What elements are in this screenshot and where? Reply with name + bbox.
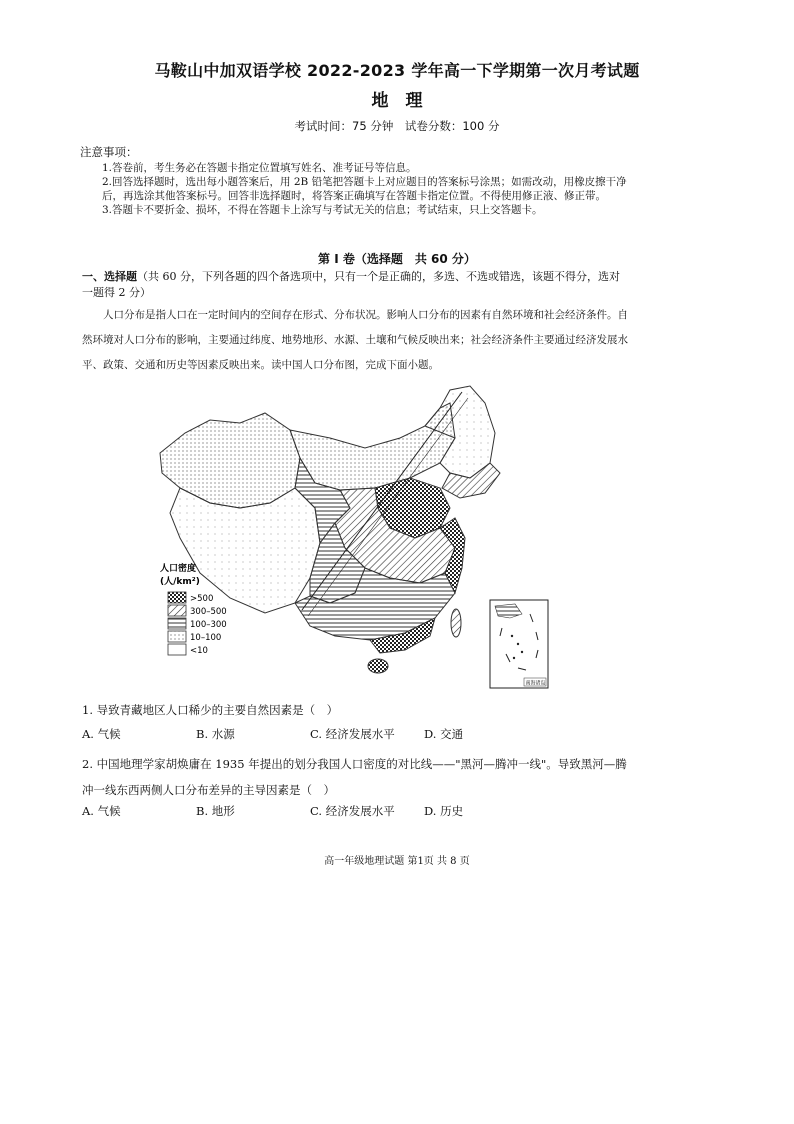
reading-passage: 人口分布是指人口在一定时间内的空间存在形式、分布状况。影响人口分布的因素有自然环境和社会经济条件。自然环境对人口分布的影响，主要通过纬度、地势地形、水源、土壤和气候反映出来；社会经济条件主要通过经济发展水平、政策、交通和历史等因素反映出来。读中国人口分布图，完成下面小题。 xyxy=(82,309,628,371)
question-2-options xyxy=(82,803,582,819)
notes-item: 2.回答选择题时，选出每小题答案后，用 2B 铅笔把答题卡上对应题目的答案标号涂黑；如需改动，用橡皮擦干净后，再选涂其他答案标号。回答非选择题时，将答案正确填写在答题卡指定位置。不得使用修正液、修正带。 xyxy=(102,176,627,202)
notes-item: 1.答卷前，考生务必在答题卡指定位置填写姓名、准考证号等信息。 xyxy=(102,162,417,174)
exam-title: 马鞍山中加双语学校 2022-2023 学年高一下学期第一次月考试题 xyxy=(154,61,640,80)
option-d: D. 交通 xyxy=(424,727,464,741)
legend-unit: (人/km²) xyxy=(160,577,200,587)
exam-info: 考试时间：75 分钟 试卷分数：100 分 xyxy=(294,119,500,133)
notes-title: 注意事项： xyxy=(80,145,138,159)
part-instructions: （共 60 分，下列各题的四个备选项中，只有一个是正确的，多选、不选或错选，该题不得分，选对一题得 2 分） xyxy=(82,270,620,299)
legend-label: >500 xyxy=(190,594,214,604)
legend-label: 100–300 xyxy=(190,620,227,630)
option-b: B. 水源 xyxy=(196,727,235,741)
question-1-options xyxy=(82,726,582,742)
notes-list xyxy=(102,161,630,217)
option-a: A. 气候 xyxy=(82,804,121,818)
option-c: C. 经济发展水平 xyxy=(310,804,395,818)
page-footer: 高一年级地理试题 第1页 共 8 页 xyxy=(324,856,470,867)
population-density-map xyxy=(150,378,560,693)
inset-label: 南海诸岛 xyxy=(525,680,546,687)
legend-label: <10 xyxy=(190,646,208,656)
legend-title: 人口密度 xyxy=(160,564,197,574)
legend-label: 10–100 xyxy=(190,633,222,643)
notes-item: 3.答题卡不要折金、损坏，不得在答题卡上涂写与考试无关的信息；考试结束，只上交答题卡。 xyxy=(102,204,543,216)
option-c: C. 经济发展水平 xyxy=(310,727,395,741)
part-intro xyxy=(82,269,630,301)
question-1-stem: 1. 导致青藏地区人口稀少的主要自然因素是（ ） xyxy=(82,703,339,717)
option-d: D. 历史 xyxy=(424,804,464,818)
part-label: 一、选择题 xyxy=(82,270,137,283)
question-2-stem: 2. 中国地理学家胡焕庸在 1935 年提出的划分我国人口密度的对比线——"黑河—腾冲一线"。导致黑河—腾冲一线东西两侧人口分布差异的主导因素是（ ） xyxy=(82,757,627,797)
section-title: 第 I 卷（选择题 共 60 分） xyxy=(318,252,476,266)
legend-label: 300–500 xyxy=(190,607,227,617)
option-b: B. 地形 xyxy=(196,804,235,818)
map-figure xyxy=(150,378,560,693)
option-a: A. 气候 xyxy=(82,727,121,741)
subject-title: 地 理 xyxy=(371,91,423,111)
